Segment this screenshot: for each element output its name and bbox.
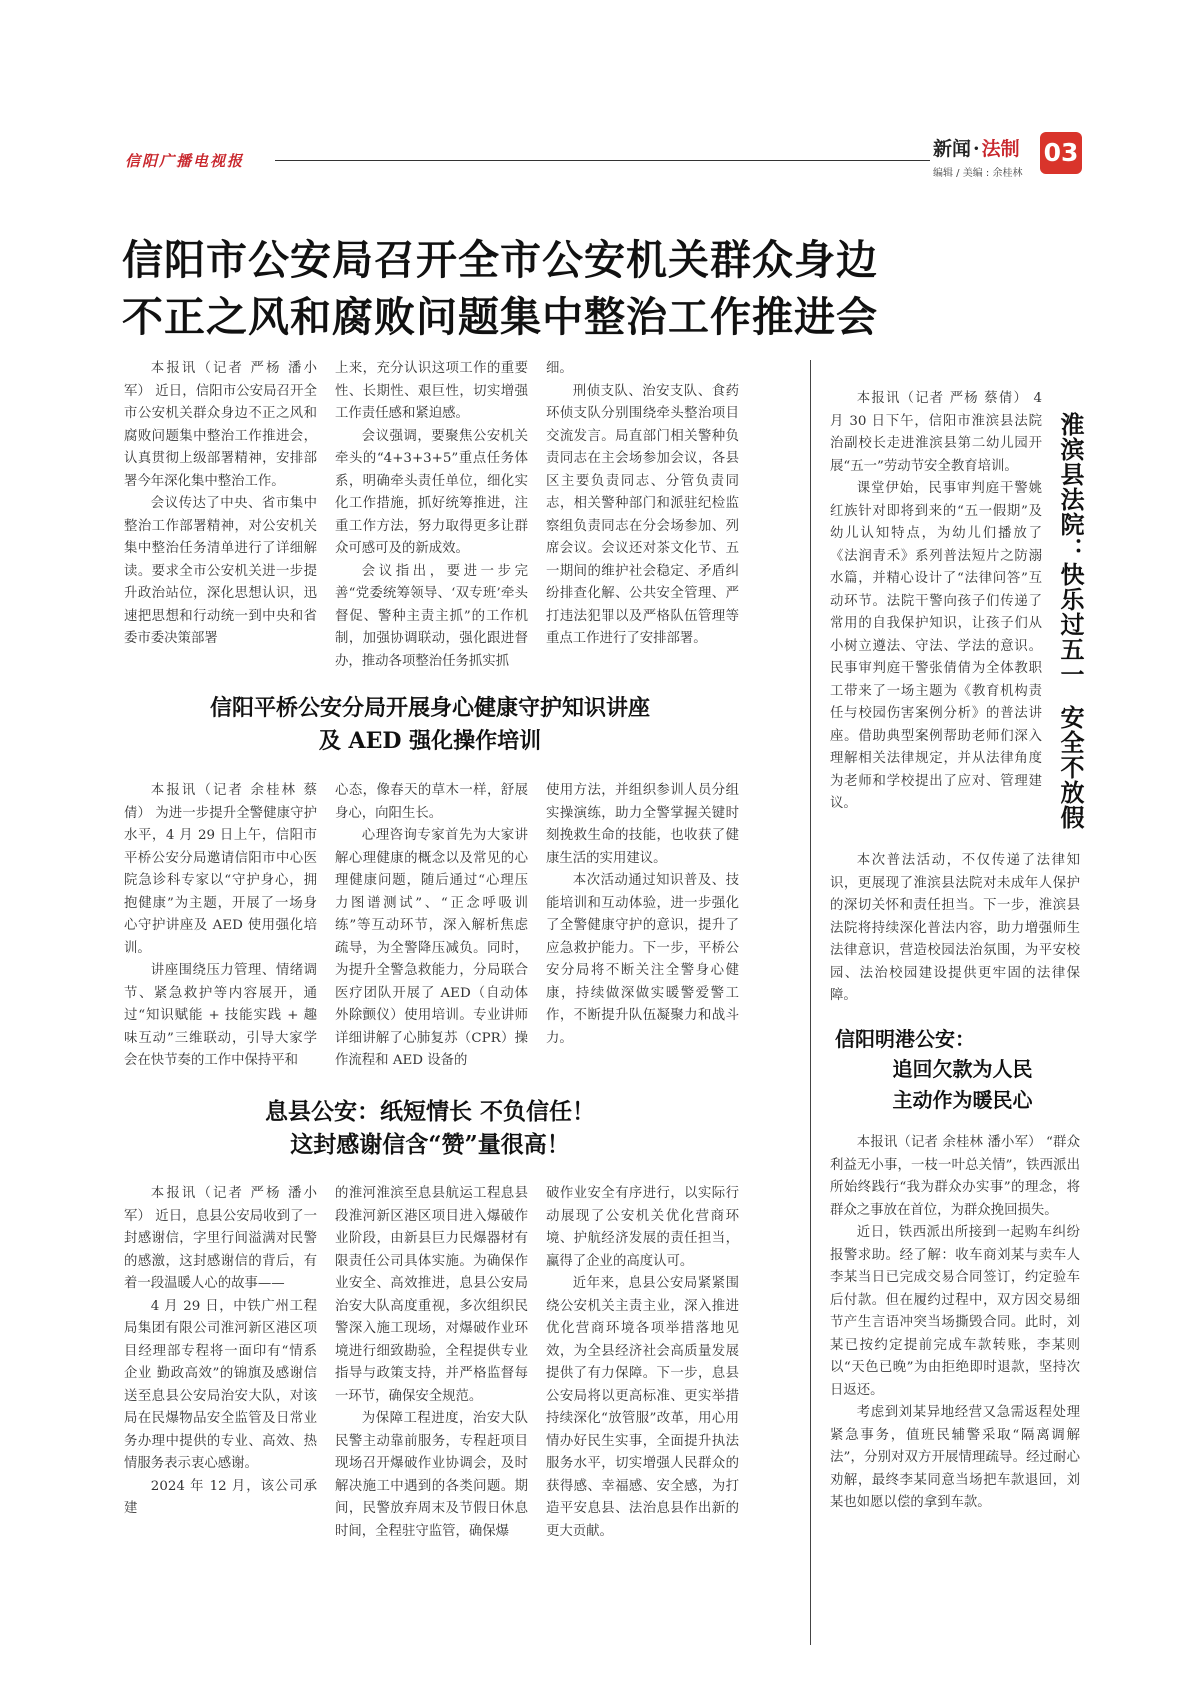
lead-headline (95, 232, 905, 346)
section-label-dot: · (973, 138, 980, 160)
section-label (933, 134, 1020, 161)
section-label-right: 法制 (981, 138, 1020, 160)
lead-headline-line2: 不正之风和腐败问题集中整治工作推进会 (122, 293, 878, 341)
story2-headline-line2: 及 AED 强化操作培训 (318, 728, 542, 754)
sidebar1-para: 本报讯（记者 严杨 蔡倩） 4 月 30 日下午，信阳市淮滨县法院治副校长走进淮滨县第二幼儿园开展“五一”劳动节安全教育培训。 (830, 391, 1042, 474)
story2-headline-line1: 信阳平桥公安分局开展身心健康守护知识讲座 (209, 695, 650, 721)
story4-col2 (335, 1183, 528, 1543)
sidebar2-kicker: 信阳明港公安： (835, 1027, 975, 1051)
story2-col1-para: 本报讯（记者 余桂林 蔡倩） 为进一步提升全警健康守护水平，4 月 29 日上午，信阳市平桥公安分局邀请信阳市中心医院急诊科专家以“守护身心，拥抱健康”为主题，开展了一场身心守护讲座及 AED 使用强化培训。 (124, 783, 317, 956)
lead-col2-para: 上来，充分认识这项工作的重要性、长期性、艰巨性，切实增强工作责任感和紧迫感。 (335, 361, 528, 421)
sidebar2-headline-line2: 主动作为暖民心 (892, 1088, 1033, 1112)
story2-col1-para: 讲座围绕压力管理、情绪调节、紧急救护等内容展开，通过“知识赋能 + 技能实践 + 趣味互动”三维联动，引导大家学会在快节奏的工作中保持平和 (124, 963, 317, 1068)
sidebar2-para: 考虑到刘某异地经营又急需返程处理紧急事务，值班民辅警采取“隔离调解法”，分别对双方开展情理疏导。经过耐心劝解，最终李某同意当场把车款退回，刘某也如愿以偿的拿到车款。 (830, 1405, 1080, 1510)
masthead-rule (275, 160, 930, 161)
story2-col2 (335, 780, 528, 1073)
sidebar2-headline (835, 1054, 1090, 1116)
section-label-left: 新闻 (933, 138, 972, 160)
lead-col1-para: 会议传达了中央、省市集中整治工作部署精神，对公安机关集中整治任务清单进行了详细解读。要求全市公安机关进一步提升政治站位，深化思想认识，迅速把思想和行动统一到中央和省委市委决策部署 (124, 496, 317, 646)
column-divider (810, 360, 811, 1645)
story4-col1-para: 本报讯（记者 严杨 潘小军） 近日，息县公安局收到了一封感谢信，字里行间溢满对民警的感激，这封感谢信的背后，有着一段温暖人心的故事—— (124, 1186, 317, 1291)
sidebar1-body-bottom (830, 850, 1080, 1008)
story2-col1 (124, 780, 317, 1073)
story2-col2-para: 心态，像春天的草木一样，舒展身心，向阳生长。 (335, 783, 528, 821)
story4-col1-para: 2024 年 12 月，该公司承建 (124, 1478, 317, 1516)
sidebar1-para: 课堂伊始，民事审判庭干警姚红族针对即将到来的“五一假期”及幼儿认知特点，为幼儿们播放了《法润青禾》系列普法短片之防溺水篇，并精心设计了“法律问答”互动环节。法院干警向孩子们传递了常用的自我保护知识，让孩子们从小树立遵法、守法、学法的意识。民事审判庭干警张倩倩为全体教职工带来了一场主题为《教育机构责任与校园伤害案例分析》的普法讲座。借助典型案例帮助老师们深入理解相关法律规定，并从法律角度为老师和学校提出了应对、管理建议。 (830, 481, 1042, 811)
sidebar2-para: 近日，铁西派出所接到一起购车纠纷报警求助。经了解：收车商刘某与卖车人李某当日已完成交易合同签订，约定验车后付款。但在履约过程中，双方因交易细节产生言语冲突当场撕毁合同。此时，刘某已按约定提前完成车款转账，李某则以“天色已晚”为由拒绝即时退款，坚持次日返还。 (830, 1225, 1080, 1398)
lead-headline-line1: 信阳市公安局召开全市公安机关群众身边 (122, 236, 878, 284)
story4-col3 (546, 1183, 739, 1543)
lead-story-col2 (335, 358, 528, 673)
sidebar2-body (830, 1132, 1080, 1515)
story4-col3-para: 破作业安全有序进行，以实际行动展现了公安机关优化营商环境、护航经济发展的责任担当，赢得了企业的高度认可。 (546, 1186, 739, 1269)
story2-col3-para: 使用方法，并组织参训人员分组实操演练，助力全警掌握关键时刻挽救生命的技能，也收获了健康生活的实用建议。 (546, 783, 739, 866)
lead-col3-para: 细。 (546, 361, 573, 376)
story2-col2-para: 心理咨询专家首先为大家讲解心理健康的概念以及常见的心理健康问题，随后通过“心理压力图谱测试”、“正念呼吸训练”等互动环节，深入解析焦虑疏导，为全警降压减负。同时，为提升全警急救能力，分局联合医疗团队开展了 AED（自动体外除颤仪）使用培训。专业讲师详细讲解了心肺复苏（CPR）操作流程和 AED 设备的 (335, 828, 528, 1068)
story2-col3-para: 本次活动通过知识普及、技能培训和互动体验，进一步强化了全警健康守护的意识，提升了应急救护能力。下一步，平桥公安分局将不断关注全警身心健康，持续做深做实暖警爱警工作，不断提升队伍凝聚力和战斗力。 (546, 873, 739, 1046)
sidebar1-title-part2: 安全不放假 (1056, 705, 1084, 830)
page-number-badge: 03 (1040, 132, 1082, 174)
sidebar1-vertical-title (1055, 412, 1085, 830)
story4-col1 (124, 1183, 317, 1521)
story4-col2-para: 的淮河淮滨至息县航运工程息县段淮河新区港区项目进入爆破作业阶段，由新县巨力民爆器材有限责任公司具体实施。为确保作业安全、高效推进，息县公安局治安大队高度重视，多次组织民警深入施工现场，对爆破作业环境进行细致勘验，全程提供专业指导与政策支持，并严格监督每一环节，确保安全规范。 (335, 1186, 528, 1404)
lead-col1-para: 本报讯（记者 严杨 潘小军） 近日，信阳市公安局召开全市公安机关群众身边不正之风和腐败问题集中整治工作推进会，认真贯彻上级部署精神，安排部署今年深化集中整治工作。 (124, 361, 317, 489)
story4-col3-para: 近年来，息县公安局紧紧围绕公安机关主责主业，深入推进优化营商环境各项举措落地见效，为全县经济社会高质量发展提供了有力保障。下一步，息县公安局将以更高标准、更实举措持续深化“放管服”改革，用心用情办好民生实事，全面提升执法服务水平，切实增强人民群众的获得感、幸福感、安全感，为打造平安息县、法治息县作出新的更大贡献。 (546, 1276, 739, 1539)
editor-credit: 编辑 / 美编 : 余桂林 (933, 168, 1023, 179)
sidebar1-para: 本次普法活动，不仅传递了法律知识，更展现了淮滨县法院对未成年人保护的深切关怀和责任担当。下一步，淮滨县法院将持续深化普法内容，助力增强师生法律意识，营造校园法治氛围，为平安校园、法治校园建设提供更牢固的法律保障。 (830, 853, 1080, 1003)
lead-story-col1 (124, 358, 317, 651)
story2-col3 (546, 780, 739, 1050)
lead-col3-para: 刑侦支队、治安支队、食药环侦支队分别围绕牵头整治项目交流发言。局直部门相关警种负责同志在主会场参加会议，各县区主要负责同志、分管负责同志，相关警种部门和派驻纪检监察组负责同志在分会场参加、列席会议。会议还对茶文化节、五一期间的维护社会稳定、矛盾纠纷排查化解、公共安全管理、严打违法犯罪以及严格队伍管理等重点工作进行了安排部署。 (546, 383, 739, 646)
story4-headline (120, 1095, 740, 1161)
story4-headline-line1: 息县公安：纸短情长 不负信任！ (264, 1098, 595, 1125)
sidebar1-title-part1: 淮滨县法院：快乐过五一 (1056, 412, 1084, 687)
lead-story-col3 (546, 358, 739, 651)
lead-col2-para: 会议指出，要进一步完善“党委统筹领导、‘双专班’牵头督促、警种主责主抓”的工作机制，加强协调联动，强化跟进督办，推动各项整治任务抓实抓 (335, 563, 528, 669)
lead-col2-para: 会议强调，要聚焦公安机关牵头的“4+3+3+5”重点任务体系，明确牵头责任单位，细化实化工作措施，抓好统筹推进，注重工作方法，努力取得更多让群众可感可及的新成效。 (335, 428, 528, 556)
story2-headline (120, 692, 740, 758)
story4-col2-para: 为保障工程进度，治安大队民警主动靠前服务，专程赶项目现场召开爆破作业协调会，及时解决施工中遇到的各类问题。期间，民警放弃周末及节假日休息时间，全程驻守监管，确保爆 (335, 1411, 528, 1539)
story4-headline-line2: 这封感谢信含“赞”量很高！ (290, 1131, 570, 1158)
sidebar2-para: 本报讯（记者 余桂林 潘小军） “群众利益无小事，一枝一叶总关情”，铁西派出所始终践行“我为群众办实事”的理念，将群众之事放在首位，为群众挽回损失。 (830, 1135, 1080, 1218)
sidebar2-headline-line1: 追回欠款为人民 (892, 1057, 1033, 1081)
sidebar1-body-top (830, 388, 1042, 816)
newspaper-name: 信阳广播电视报 (125, 152, 245, 170)
story4-col1-para: 4 月 29 日，中铁广州工程局集团有限公司淮河新区港区项目经理部专程将一面印有“情系企业 勤政高效”的锦旗及感谢信送至息县公安局治安大队，对该局在民爆物品安全监管及日常业务办理中提供的专业、高效、热情服务表示衷心感谢。 (124, 1298, 317, 1471)
